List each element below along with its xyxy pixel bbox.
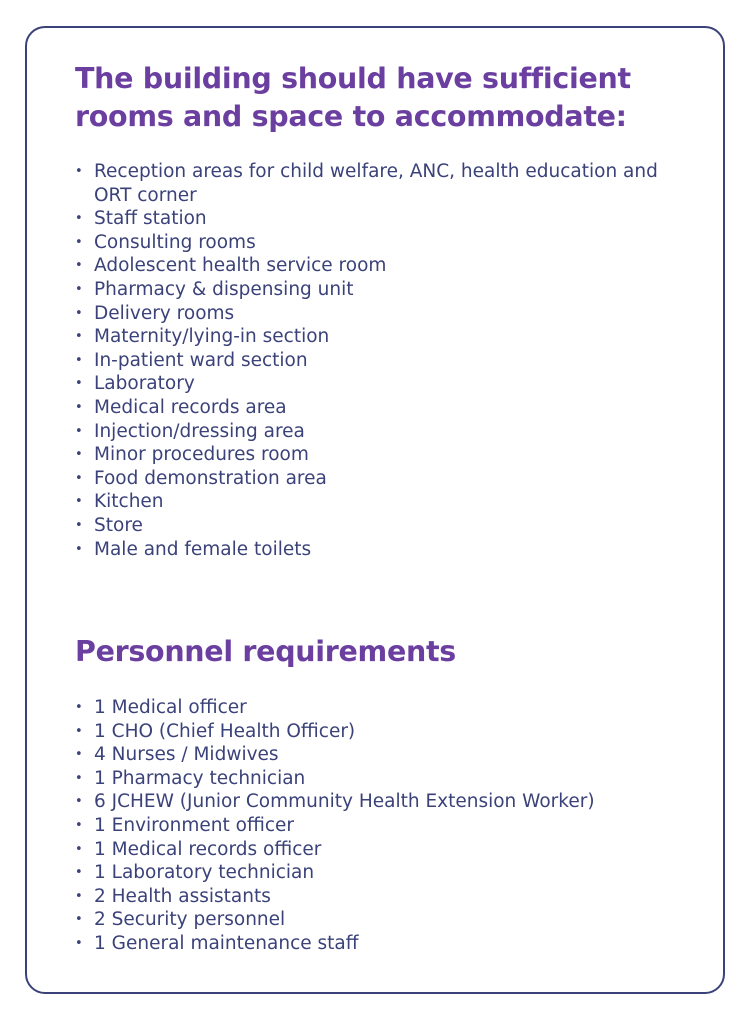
list-item: • Consulting rooms <box>75 231 695 255</box>
list-item: • 1 Medical officer <box>75 696 695 720</box>
list-item: • Adolescent health service room <box>75 254 695 278</box>
list-item: • 1 Environment officer <box>75 814 695 838</box>
list-item: • 2 Security personnel <box>75 908 695 932</box>
personnel-list <box>75 696 695 956</box>
personnel-heading: Personnel requirements <box>75 635 456 668</box>
list-item: • Kitchen <box>75 490 695 514</box>
list-item: • Delivery rooms <box>75 302 695 326</box>
list-item: • 6 JCHEW (Junior Community Health Extension Worker) <box>75 790 695 814</box>
list-item: • Staff station <box>75 207 695 231</box>
list-item: • In-patient ward section <box>75 349 695 373</box>
list-item: • 4 Nurses / Midwives <box>75 743 695 767</box>
rooms-heading: The building should have sufficient rooms and space to accommodate: <box>75 62 631 133</box>
list-item: • Medical records area <box>75 396 695 420</box>
list-item: • Male and female toilets <box>75 538 695 562</box>
list-item: • Injection/dressing area <box>75 420 695 444</box>
list-item: • Laboratory <box>75 372 695 396</box>
list-item: • Pharmacy & dispensing unit <box>75 278 695 302</box>
list-item: • Food demonstration area <box>75 467 695 491</box>
list-item: • 2 Health assistants <box>75 885 695 909</box>
list-item: • 1 CHO (Chief Health Officer) <box>75 720 695 744</box>
list-item: • 1 Laboratory technician <box>75 861 695 885</box>
list-item: • 1 Pharmacy technician <box>75 767 695 791</box>
list-item: • Minor procedures room <box>75 443 695 467</box>
list-item: • Maternity/lying-in section <box>75 325 695 349</box>
list-item: • 1 General maintenance staff <box>75 932 695 956</box>
list-item: • Store <box>75 514 695 538</box>
list-item: • 1 Medical records officer <box>75 838 695 862</box>
rooms-list <box>75 160 695 561</box>
list-item: • Reception areas for child welfare, ANC, health education and ORT corner <box>75 160 695 207</box>
